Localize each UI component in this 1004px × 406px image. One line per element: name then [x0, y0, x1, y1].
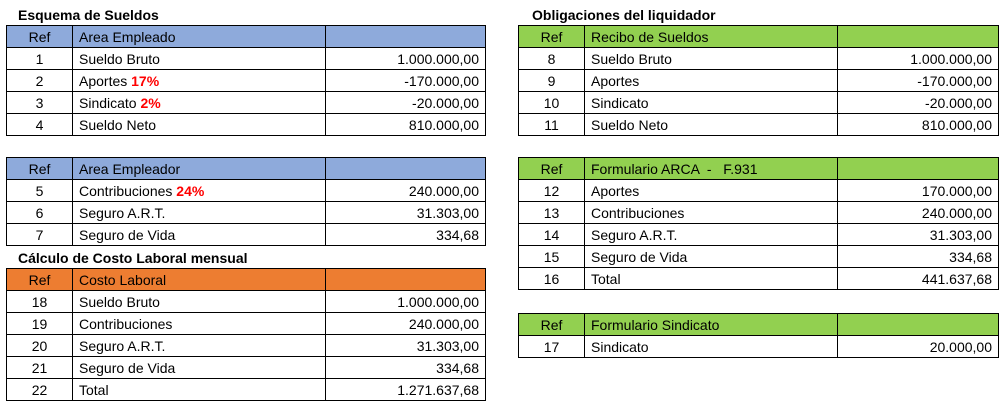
- table-row: [7, 224, 486, 246]
- table-row: [7, 70, 486, 92]
- table-row: [7, 379, 486, 401]
- amount-cell[interactable]: -170.000,00: [838, 70, 999, 92]
- label-text: Sindicato: [79, 94, 141, 111]
- area-empleador-header: [7, 158, 486, 180]
- header-cell-title[interactable]: Area Empleado: [73, 26, 326, 48]
- recibo-header: [519, 26, 999, 48]
- amount-cell[interactable]: 334,68: [838, 246, 999, 268]
- area-empleado-table: [6, 25, 486, 136]
- ref-cell[interactable]: 21: [7, 357, 73, 379]
- table-row: [7, 92, 486, 114]
- label-cell[interactable]: [73, 70, 326, 92]
- label-cell[interactable]: Contribuciones: [73, 313, 326, 335]
- ref-cell[interactable]: 20: [7, 335, 73, 357]
- amount-cell[interactable]: 810.000,00: [838, 114, 999, 136]
- amount-cell[interactable]: 31.303,00: [326, 202, 486, 224]
- ref-cell[interactable]: 16: [519, 268, 585, 290]
- label-cell[interactable]: [73, 114, 326, 136]
- label-cell[interactable]: Total: [73, 379, 326, 401]
- label-cell[interactable]: Aportes: [585, 180, 838, 202]
- label-cell[interactable]: Seguro A.R.T.: [73, 335, 326, 357]
- arca-header: [519, 158, 999, 180]
- area-empleado-header: [7, 26, 486, 48]
- header-cell-amount[interactable]: [838, 158, 999, 180]
- label-cell[interactable]: Contribuciones: [585, 202, 838, 224]
- label-cell[interactable]: Sindicato: [585, 336, 838, 358]
- label-cell[interactable]: Sueldo Bruto: [73, 291, 326, 313]
- label-text: Aportes: [79, 72, 132, 89]
- percentage-text: 24%: [176, 182, 205, 199]
- amount-cell[interactable]: 334,68: [326, 357, 486, 379]
- table-row: [7, 335, 486, 357]
- label-cell[interactable]: Aportes: [585, 70, 838, 92]
- amount-cell[interactable]: 1.000.000,00: [326, 48, 486, 70]
- ref-cell[interactable]: 1: [7, 48, 73, 70]
- label-cell[interactable]: Sindicato: [585, 92, 838, 114]
- label-text: Seguro A.R.T.: [79, 204, 166, 221]
- title-calculo-costo-laboral: Cálculo de Costo Laboral mensual: [18, 250, 248, 266]
- label-text: Seguro de Vida: [79, 226, 176, 243]
- header-cell-amount[interactable]: [326, 158, 486, 180]
- amount-cell[interactable]: 441.637,68: [838, 268, 999, 290]
- ref-cell[interactable]: 4: [7, 114, 73, 136]
- label-cell[interactable]: [73, 92, 326, 114]
- formulario-sindicato-table: [518, 313, 999, 358]
- table-row: [7, 180, 486, 202]
- ref-cell[interactable]: 18: [7, 291, 73, 313]
- table-row: [519, 48, 999, 70]
- amount-cell[interactable]: 31.303,00: [326, 335, 486, 357]
- label-cell[interactable]: Sueldo Bruto: [585, 48, 838, 70]
- table-row: [7, 291, 486, 313]
- ref-cell[interactable]: 19: [7, 313, 73, 335]
- ref-cell[interactable]: 5: [7, 180, 73, 202]
- header-cell-title[interactable]: Area Empleador: [73, 158, 326, 180]
- ref-cell[interactable]: 6: [7, 202, 73, 224]
- label-text: Contribuciones: [79, 182, 177, 199]
- percentage-text: 17%: [131, 72, 160, 89]
- label-cell[interactable]: Sueldo Neto: [585, 114, 838, 136]
- ref-cell[interactable]: 2: [7, 70, 73, 92]
- header-cell-amount[interactable]: [838, 26, 999, 48]
- label-cell[interactable]: Total: [585, 268, 838, 290]
- header-cell-title[interactable]: Costo Laboral: [73, 269, 326, 291]
- header-cell-ref[interactable]: Ref: [519, 314, 585, 336]
- header-cell-amount[interactable]: [326, 269, 486, 291]
- label-cell[interactable]: Seguro A.R.T.: [585, 224, 838, 246]
- amount-cell[interactable]: -20.000,00: [838, 92, 999, 114]
- label-cell[interactable]: [73, 180, 326, 202]
- ref-cell[interactable]: 9: [519, 70, 585, 92]
- recibo-de-sueldos-table: [518, 25, 999, 136]
- amount-cell[interactable]: 170.000,00: [838, 180, 999, 202]
- header-cell-title[interactable]: Formulario Sindicato: [585, 314, 838, 336]
- table-row: [519, 336, 999, 358]
- label-text: Sueldo Bruto: [79, 50, 160, 67]
- sindicato-header: [519, 314, 999, 336]
- formulario-arca-table: [518, 157, 999, 290]
- table-row: [519, 180, 999, 202]
- ref-cell[interactable]: 17: [519, 336, 585, 358]
- ref-cell[interactable]: 8: [519, 48, 585, 70]
- amount-cell[interactable]: -20.000,00: [326, 92, 486, 114]
- table-row: [519, 202, 999, 224]
- amount-cell[interactable]: 334,68: [326, 224, 486, 246]
- label-cell[interactable]: [73, 224, 326, 246]
- table-row: [519, 224, 999, 246]
- table-row: [7, 48, 486, 70]
- amount-cell[interactable]: 1.271.637,68: [326, 379, 486, 401]
- amount-cell[interactable]: -170.000,00: [326, 70, 486, 92]
- amount-cell[interactable]: 240.000,00: [326, 313, 486, 335]
- amount-cell[interactable]: 1.000.000,00: [838, 48, 999, 70]
- area-empleador-table: [6, 157, 486, 246]
- ref-cell[interactable]: 13: [519, 202, 585, 224]
- amount-cell[interactable]: 1.000.000,00: [326, 291, 486, 313]
- percentage-text: 2%: [140, 94, 161, 111]
- table-row: [7, 357, 486, 379]
- header-cell-amount[interactable]: [326, 26, 486, 48]
- table-row: [7, 202, 486, 224]
- label-cell[interactable]: Seguro de Vida: [585, 246, 838, 268]
- table-row: [519, 268, 999, 290]
- ref-cell[interactable]: 15: [519, 246, 585, 268]
- header-cell-ref[interactable]: Ref: [7, 26, 73, 48]
- costo-laboral-header: [7, 269, 486, 291]
- amount-cell[interactable]: 31.303,00: [838, 224, 999, 246]
- ref-cell[interactable]: 11: [519, 114, 585, 136]
- amount-cell[interactable]: 240.000,00: [326, 180, 486, 202]
- ref-cell[interactable]: 22: [7, 379, 73, 401]
- header-cell-ref[interactable]: Ref: [519, 158, 585, 180]
- header-cell-ref[interactable]: Ref: [7, 158, 73, 180]
- table-row: [519, 70, 999, 92]
- label-cell[interactable]: Seguro de Vida: [73, 357, 326, 379]
- label-cell[interactable]: [73, 48, 326, 70]
- ref-cell[interactable]: 7: [7, 224, 73, 246]
- costo-laboral-table: [6, 268, 486, 401]
- amount-cell[interactable]: 240.000,00: [838, 202, 999, 224]
- table-row: [519, 114, 999, 136]
- ref-cell[interactable]: 3: [7, 92, 73, 114]
- table-row: [7, 313, 486, 335]
- label-text: Sueldo Neto: [79, 116, 157, 133]
- header-cell-ref[interactable]: Ref: [519, 26, 585, 48]
- title-esquema-de-sueldos: Esquema de Sueldos: [18, 7, 159, 23]
- ref-cell[interactable]: 10: [519, 92, 585, 114]
- label-cell[interactable]: [73, 202, 326, 224]
- title-obligaciones-del-liquidador: Obligaciones del liquidador: [532, 7, 716, 23]
- ref-cell[interactable]: 12: [519, 180, 585, 202]
- ref-cell[interactable]: 14: [519, 224, 585, 246]
- header-cell-amount[interactable]: [838, 314, 999, 336]
- table-row: [7, 114, 486, 136]
- amount-cell[interactable]: 810.000,00: [326, 114, 486, 136]
- header-cell-ref[interactable]: Ref: [7, 269, 73, 291]
- amount-cell[interactable]: 20.000,00: [838, 336, 999, 358]
- header-cell-title[interactable]: Recibo de Sueldos: [585, 26, 838, 48]
- table-row: [519, 246, 999, 268]
- table-row: [519, 92, 999, 114]
- header-cell-title[interactable]: Formulario ARCA - F.931: [585, 158, 838, 180]
